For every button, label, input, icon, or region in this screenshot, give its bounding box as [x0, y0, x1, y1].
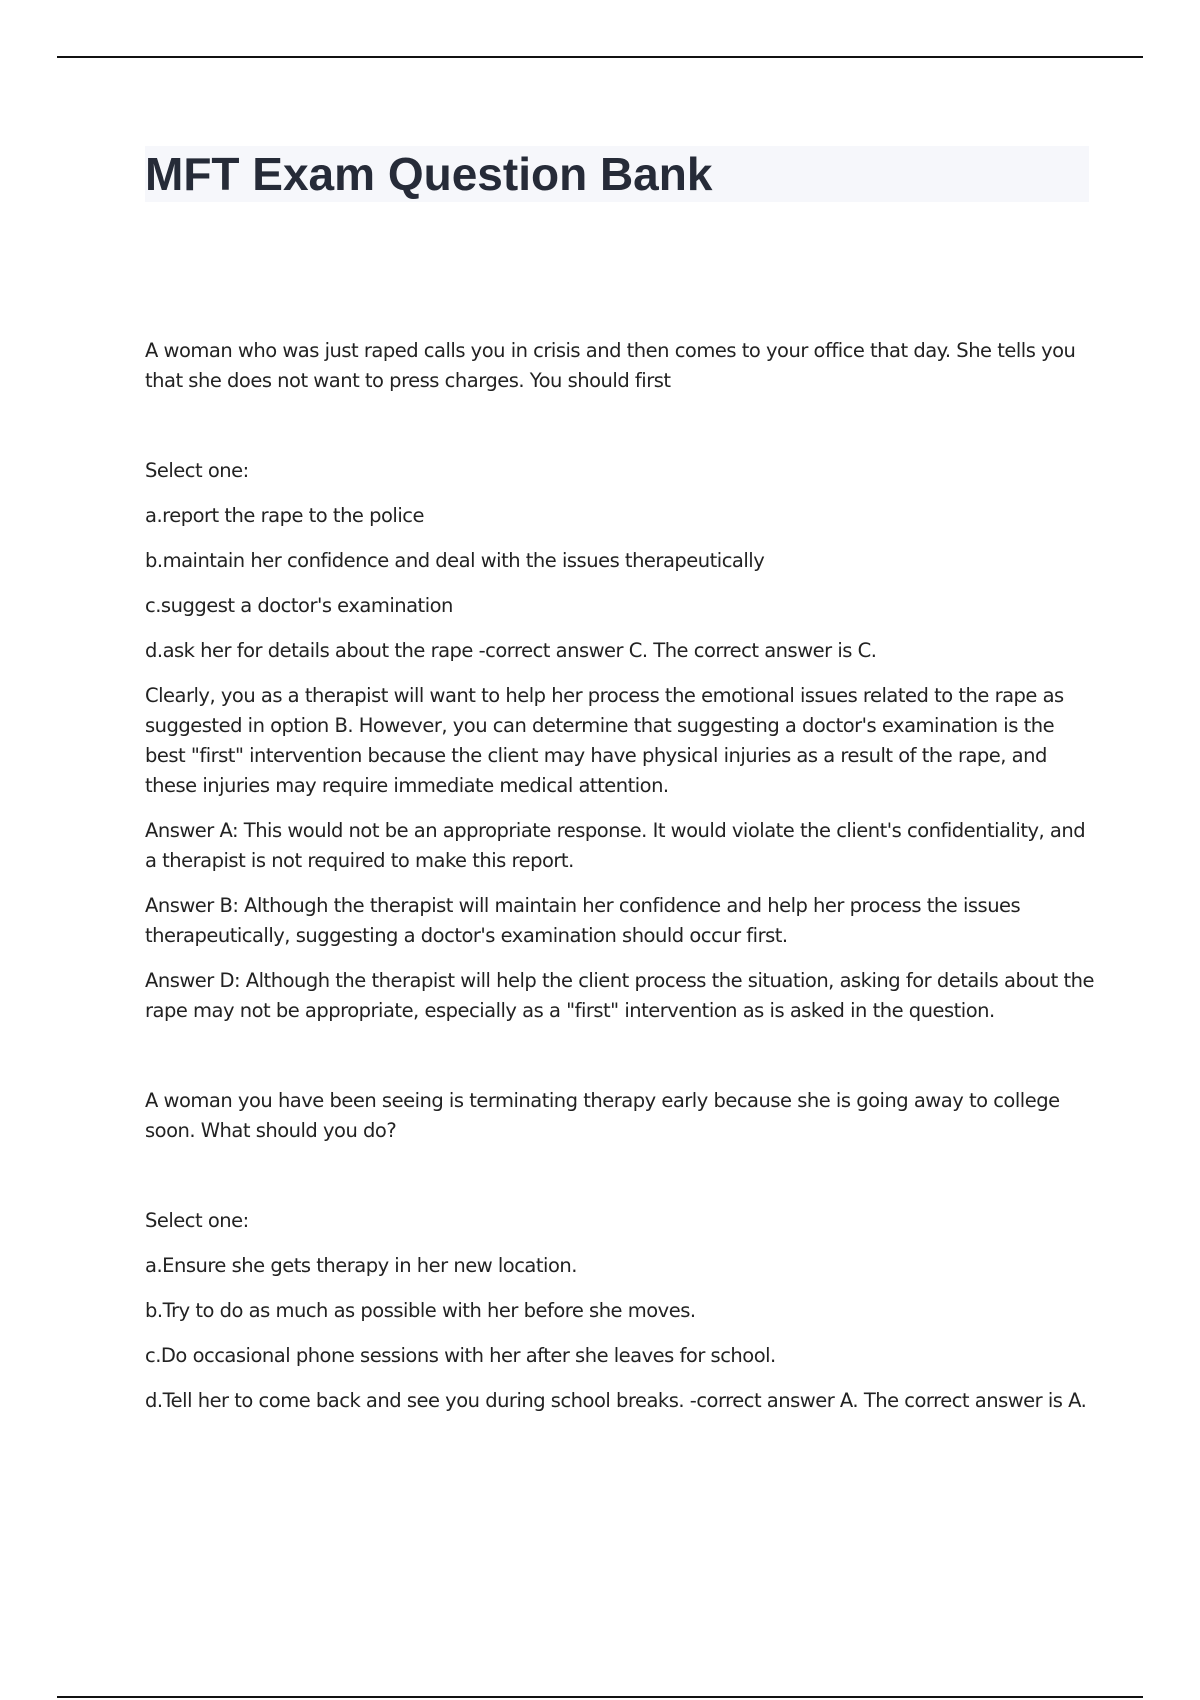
- bottom-rule: [57, 1696, 1143, 1698]
- question-stem: A woman you have been seeing is terminating therapy early because she is going away to college soon. What should you do?: [145, 1089, 1060, 1142]
- option-a: a.Ensure she gets therapy in her new location.: [145, 1254, 577, 1277]
- select-prompt: Select one:: [145, 459, 249, 482]
- explanation-answer-d: Answer D: Although the therapist will help the client process the situation, asking for details about the rape may not be appropriate, especially as a "first" intervention as is asked in the question.: [145, 969, 1094, 1022]
- question-stem: A woman who was just raped calls you in crisis and then comes to your office that day. She tells you that she does not want to press charges. You should first: [145, 339, 1076, 392]
- option-c: c.suggest a doctor's examination: [145, 594, 453, 617]
- option-d: d.ask her for details about the rape -correct answer C. The correct answer is C.: [145, 639, 877, 662]
- option-b: b.maintain her confidence and deal with the issues therapeutically: [145, 549, 765, 572]
- option-d: d.Tell her to come back and see you during school breaks. -correct answer A. The correct answer is A.: [145, 1389, 1087, 1412]
- question-2: [145, 1086, 1095, 1416]
- top-rule: [57, 56, 1143, 58]
- option-b: b.Try to do as much as possible with her before she moves.: [145, 1299, 696, 1322]
- question-spacer: [145, 1041, 1095, 1086]
- explanation-answer-b: Answer B: Although the therapist will maintain her confidence and help her process the issues therapeutically, suggesting a doctor's examination should occur first.: [145, 894, 1021, 947]
- explanation-paragraph: Clearly, you as a therapist will want to help her process the emotional issues related to the rape as suggested in option B. However, you can determine that suggesting a doctor's examination is the best "first" intervention because the client may have physical injuries as a result of the rape, and these injuries may require immediate medical attention.: [145, 684, 1064, 797]
- question-1: [145, 336, 1095, 1026]
- document-body: [145, 336, 1095, 1431]
- explanation-answer-a: Answer A: This would not be an appropriate response. It would violate the client's confidentiality, and a therapist is not required to make this report.: [145, 819, 1086, 872]
- select-prompt: Select one:: [145, 1209, 249, 1232]
- option-c: c.Do occasional phone sessions with her after she leaves for school.: [145, 1344, 776, 1367]
- page-title: MFT Exam Question Bank: [145, 148, 713, 200]
- option-a: a.report the rape to the police: [145, 504, 424, 527]
